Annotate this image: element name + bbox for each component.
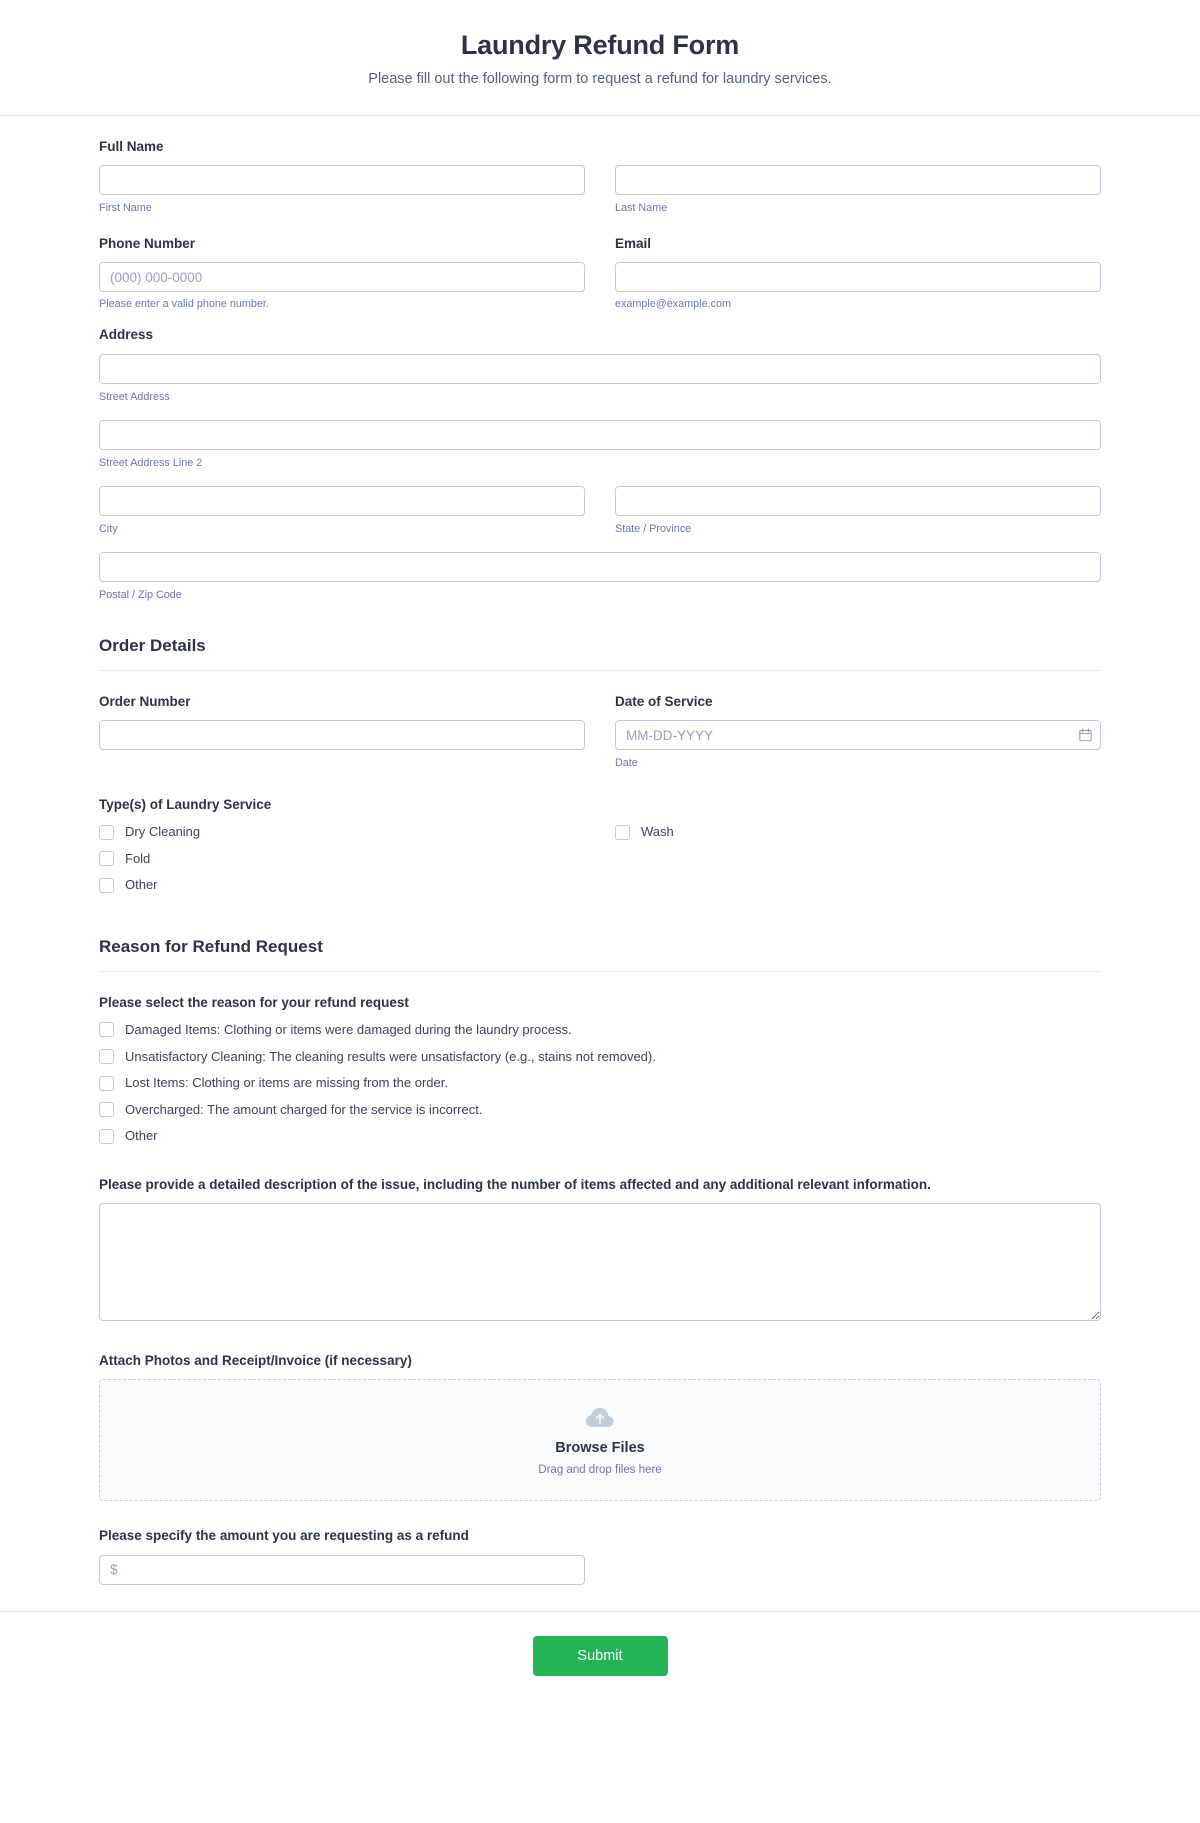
checkbox-label: Unsatisfactory Cleaning: The cleaning results were unsatisfactory (e.g., stains not removed). [125, 1048, 656, 1064]
service-types-label: Type(s) of Laundry Service [99, 797, 272, 813]
form-footer [0, 1611, 1200, 1708]
order-number-field [99, 693, 585, 770]
service-types-field [99, 796, 1101, 903]
checkbox-box-icon[interactable] [99, 1049, 114, 1064]
email-field [615, 235, 1101, 310]
form-body [0, 116, 1200, 1585]
checkbox-box-icon[interactable] [99, 878, 114, 893]
checkbox-unsatisfactory-cleaning[interactable] [99, 1048, 1101, 1066]
phone-label: Phone Number [99, 236, 196, 252]
postal-code-sublabel: Postal / Zip Code [99, 588, 182, 601]
checkbox-label: Overcharged: The amount charged for the service is incorrect. [125, 1101, 483, 1117]
first-name-group [99, 165, 585, 215]
street-address-2-input[interactable] [99, 420, 1101, 450]
state-group [615, 486, 1101, 536]
phone-email-row [99, 235, 1101, 310]
order-number-date-row [99, 693, 1101, 770]
checkbox-overcharged[interactable] [99, 1101, 1101, 1119]
checkbox-label: Wash [641, 824, 674, 840]
last-name-sublabel: Last Name [615, 202, 668, 215]
checkbox-label: Dry Cleaning [125, 824, 201, 840]
city-sublabel: City [99, 522, 118, 535]
postal-code-group [99, 552, 1101, 602]
last-name-input[interactable] [615, 165, 1101, 195]
checkbox-reason-other[interactable] [99, 1127, 1101, 1145]
date-of-service-field [615, 693, 1101, 770]
state-sublabel: State / Province [615, 522, 692, 535]
date-of-service-label: Date of Service [615, 693, 713, 709]
checkbox-dry-cleaning[interactable] [99, 823, 585, 841]
service-types-left-column [99, 823, 585, 903]
email-input[interactable] [615, 262, 1101, 292]
checkbox-label: Other [125, 1128, 158, 1144]
order-details-section [99, 636, 1101, 903]
cloud-upload-icon [585, 1406, 615, 1430]
reason-select-field [99, 994, 1101, 1145]
street-address-2-group [99, 420, 1101, 470]
description-label: Please provide a detailed description of the issue, including the number of items affected and any additional relevant information. [99, 1176, 931, 1192]
email-hint: example@example.com [615, 298, 731, 311]
order-number-input[interactable] [99, 720, 585, 750]
address-field [99, 326, 1101, 601]
street-address-2-sublabel: Street Address Line 2 [99, 456, 203, 469]
form-header [0, 0, 1200, 116]
phone-hint: Please enter a valid phone number. [99, 298, 269, 311]
checkbox-label: Lost Items: Clothing or items are missing from the order. [125, 1075, 448, 1091]
attachments-label: Attach Photos and Receipt/Invoice (if necessary) [99, 1353, 412, 1369]
last-name-group [615, 165, 1101, 215]
order-details-heading: Order Details [99, 635, 206, 655]
refund-amount-input[interactable] [99, 1555, 585, 1585]
drag-drop-hint: Drag and drop files here [538, 1464, 662, 1477]
attachments-field [99, 1352, 1101, 1501]
checkbox-fold[interactable] [99, 850, 585, 868]
phone-input[interactable] [99, 262, 585, 292]
refund-amount-field [99, 1527, 1101, 1584]
first-name-sublabel: First Name [99, 202, 152, 215]
checkbox-service-other[interactable] [99, 876, 585, 894]
city-input[interactable] [99, 486, 585, 516]
state-input[interactable] [615, 486, 1101, 516]
refund-amount-label: Please specify the amount you are requesting as a refund [99, 1528, 469, 1544]
address-label: Address [99, 327, 154, 343]
postal-code-input[interactable] [99, 552, 1101, 582]
phone-field [99, 235, 585, 310]
checkbox-box-icon[interactable] [99, 1076, 114, 1091]
section-divider [99, 971, 1101, 972]
full-name-label: Full Name [99, 139, 164, 154]
street-address-sublabel: Street Address [99, 390, 170, 403]
street-address-input[interactable] [99, 354, 1101, 384]
checkbox-damaged-items[interactable] [99, 1021, 1101, 1039]
checkbox-box-icon[interactable] [99, 1102, 114, 1117]
email-label: Email [615, 236, 652, 252]
checkbox-box-icon[interactable] [99, 1022, 114, 1037]
checkbox-box-icon[interactable] [99, 1129, 114, 1144]
description-textarea[interactable] [99, 1203, 1101, 1321]
city-group [99, 486, 585, 536]
date-of-service-input[interactable] [615, 720, 1101, 750]
first-name-input[interactable] [99, 165, 585, 195]
page-subtitle: Please fill out the following form to request a refund for laundry services. [368, 71, 832, 87]
full-name-field [99, 138, 1101, 215]
checkbox-lost-items[interactable] [99, 1074, 1101, 1092]
street-address-group [99, 354, 1101, 404]
submit-button[interactable]: Submit [533, 1636, 668, 1676]
service-types-right-column [615, 823, 1101, 903]
page-title: Laundry Refund Form [460, 30, 740, 60]
checkbox-box-icon[interactable] [99, 825, 114, 840]
file-dropzone[interactable] [99, 1379, 1101, 1501]
city-state-row [99, 486, 1101, 536]
order-number-label: Order Number [99, 693, 191, 709]
browse-files-button[interactable]: Browse Files [555, 1440, 645, 1457]
reason-select-label: Please select the reason for your refund request [99, 994, 409, 1010]
reason-heading: Reason for Refund Request [99, 936, 323, 956]
checkbox-box-icon[interactable] [99, 851, 114, 866]
description-field [99, 1176, 1101, 1326]
section-divider [99, 670, 1101, 671]
checkbox-label: Other [125, 877, 158, 893]
date-sublabel: Date [615, 757, 638, 770]
checkbox-box-icon[interactable] [615, 825, 630, 840]
checkbox-label: Damaged Items: Clothing or items were damaged during the laundry process. [125, 1022, 572, 1038]
reason-checkbox-list [99, 1021, 1101, 1145]
checkbox-wash[interactable] [615, 823, 1101, 841]
reason-section [99, 937, 1101, 1585]
checkbox-label: Fold [125, 850, 151, 866]
